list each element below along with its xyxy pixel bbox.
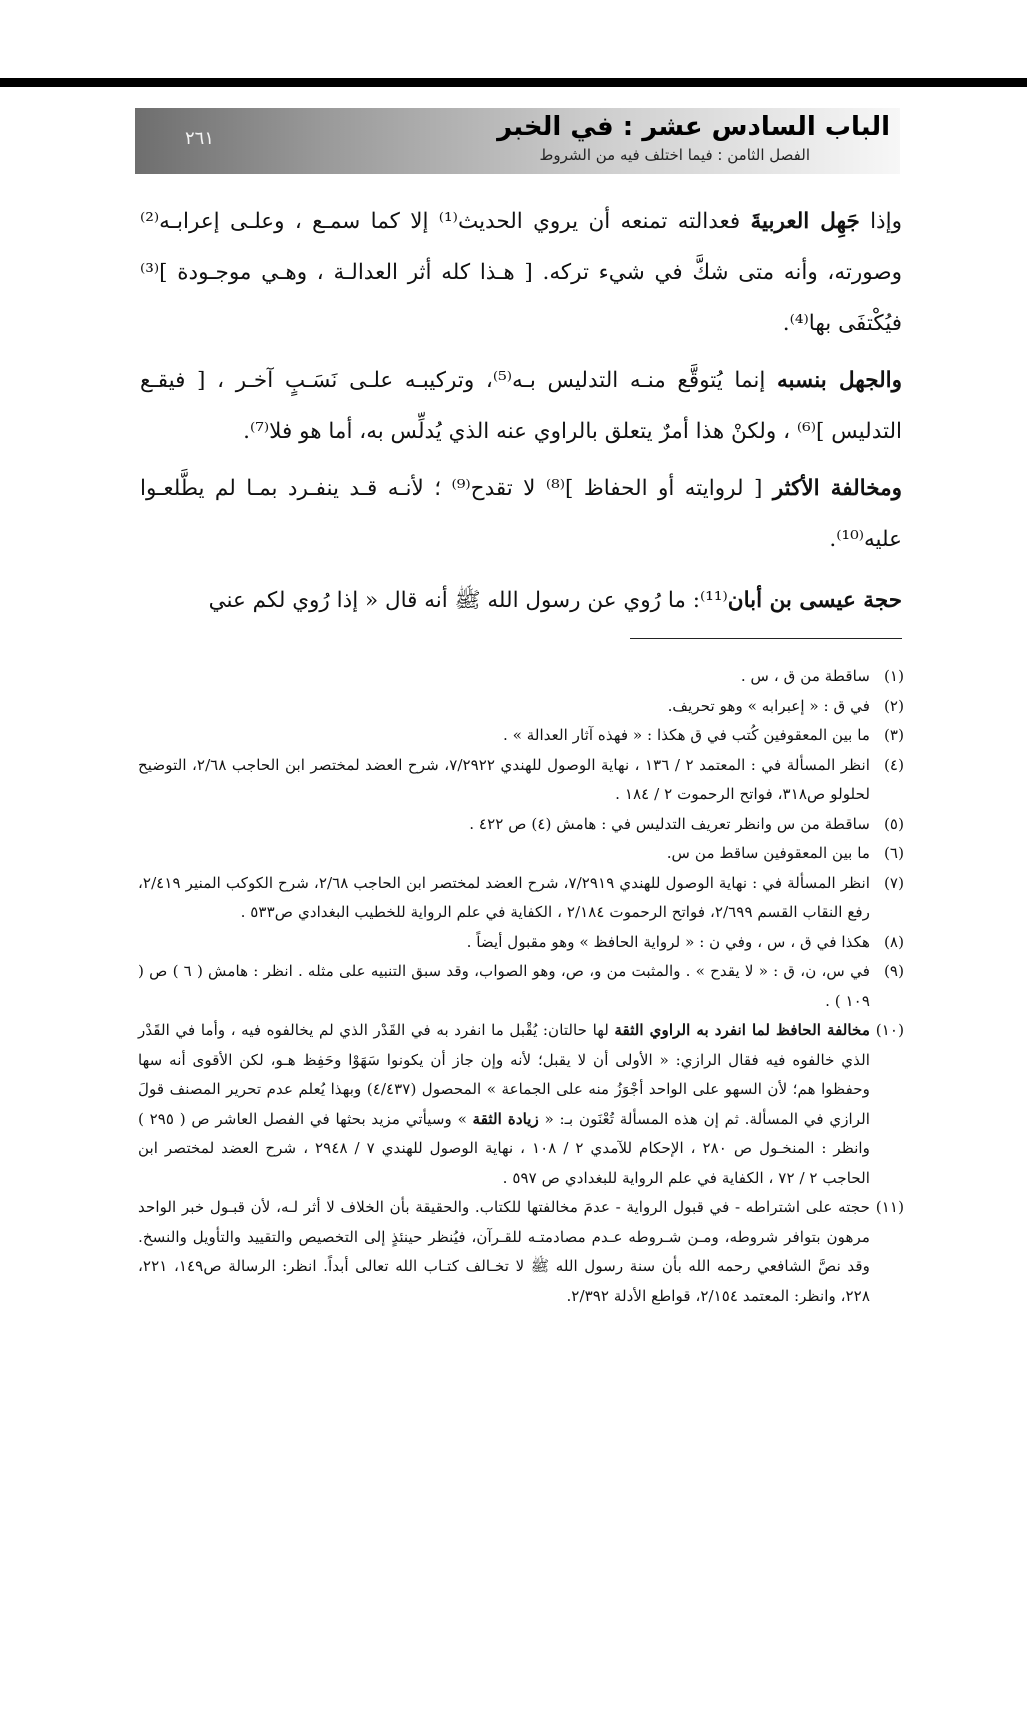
text: إنما يُتوقَّع منـه التدليس بـه⁽⁵⁾، وتركيبـه علـى نَسَـبٍ آخـر ، [ فيقـع التدليس ]⁽⁶⁾ ، ولكنْ هذا أمرٌ يتعلق بالراوي عنه الذي يُدلِّس به، أما هو فلا⁽⁷⁾. [140, 368, 902, 444]
footnote-number: (٧) [883, 873, 904, 892]
paragraph-lineage-ignorance [140, 355, 902, 457]
paragraph-arabic-ignorance [140, 196, 902, 349]
footnote [138, 662, 904, 692]
bold-term: والجهل بنسبه [777, 368, 903, 393]
footnote-number: (١٠) [875, 1021, 904, 1039]
footnote-number: (٣) [883, 726, 904, 744]
running-header [135, 108, 900, 174]
footnote [138, 721, 904, 751]
paragraph-majority-contradiction [140, 463, 902, 565]
footnote-text: » وسيأتي مزيد بحثها في الفصل العاشر ص ( ٢٩٥ ) وانظر : المنخـول ص ٢٨٠ ، الإحكام للآمدي ٢ / ١٠٨ ، نهاية الوصول للهندي ٧ / ٢٩٤٨ ، شرح العضد لمختصر ابن الحاجب ٢ / ٧٢ ، الكفاية في علم الرواية للبغدادي ص ٥٩٧ . [138, 1109, 870, 1187]
footnote [138, 810, 904, 840]
footnote-number: (٩) [883, 962, 904, 980]
footnote [138, 1016, 904, 1193]
footnotes [138, 662, 904, 1311]
footnote-bold-term: مخالفة الحافظ لما انفرد به الراوي الثقة [614, 1021, 870, 1039]
top-rule [0, 78, 1027, 87]
footnote-number: (٦) [883, 844, 904, 862]
footnote-divider [630, 638, 902, 639]
footnote-text: ساقطة من ق ، س . [740, 667, 870, 685]
footnote-bold-term: زيادة الثقة [472, 1109, 539, 1128]
footnote [138, 957, 904, 1016]
footnote-text: ساقطة من س وانظر تعريف التدليس في : هامش (٤) ص ٤٢٢ . [469, 814, 870, 833]
bold-term: ومخالفة الأكثر [772, 476, 902, 501]
text: فعدالته تمنعه أن يروي الحديث⁽¹⁾ إلا كما سمـع ، وعلـى إعرابـه⁽²⁾ وصورته، وأنه متى شكَّ في شيء تركه. [ هـذا كله أثر العدالـة ، وهـي موجـودة ]⁽³⁾ فيُكْتفَى بها⁽⁴⁾. [140, 209, 902, 336]
chapter-title: الباب السادس عشر : في الخبر [497, 112, 890, 142]
text: وإذا [859, 209, 902, 234]
footnote-text: حجته على اشتراطه - في قبول الرواية - عدمَ مخالفتها للكتاب. والحقيقة بأن الخلاف لا أثر لـه، لأن قبـول خبر الواحد مرهون بتوافر شروطه، ومـن شـروطه عـدم مصادمتـه للقـرآن، فيُنظر حينئذٍ إلى التخصيص والتقييد والتأويل والنسخ. وقد نصَّ الشافعي رحمه الله بأن سنة رسول الله ﷺ لا تخـالف كتـاب الله تعالى أبداً. انظر: الرسالة ص١٤٩، ٢٢١، ٢٢٨، وانظر: المعتمد ٢/١٥٤، قواطع الأدلة ٢/٣٩٢. [138, 1198, 870, 1305]
footnote-number: (٢) [883, 696, 904, 715]
text: [ لروايته أو الحفاظ ]⁽⁸⁾ لا تقدح⁽⁹⁾ ؛ لأنـه قـد ينفـرد بمـا لم يطَّلعـوا عليه⁽¹⁰⁾. [140, 476, 902, 552]
footnote-text: في س، ن، ق : « لا يقدح » . والمثبت من و، ص، وهو الصواب، وقد سبق التنبيه على مثله . انظر : هامش ( ٦ ) ص ( ١٠٩ ) . [138, 962, 870, 1010]
footnote-number: (١١) [875, 1198, 904, 1216]
footnote-number: (١) [883, 667, 904, 685]
footnote-number: (٨) [883, 932, 904, 951]
footnote-number: (٥) [883, 814, 904, 833]
text: ⁽¹¹⁾: ما رُوي عن رسول الله ﷺ أنه قال « إذا رُوي لكم عني [208, 588, 728, 613]
footnote [138, 928, 904, 958]
footnote-text: ما بين المعقوفين كُتب في ق هكذا : « فهذه آثار العدالة » . [502, 726, 870, 744]
footnote-text: ما بين المعقوفين ساقط من س. [666, 844, 870, 862]
paragraph-isa-argument [140, 575, 902, 626]
footnote-text: هكذا في ق ، س ، وفي ن : « لرواية الحافظ » وهو مقبول أيضاً . [466, 932, 870, 951]
footnote-text: انظر المسألة في : نهاية الوصول للهندي ٧/٢٩١٩، شرح العضد لمختصر ابن الحاجب ٢/٦٨، شرح الكوكب المنير ٢/٤١٩، رفع النقاب القسم ٢/٦٩٩، فواتح الرحموت ٢/١٨٤ ، الكفاية في علم الرواية للخطيب البغدادي ص٥٣٣ . [138, 873, 870, 921]
footnote [138, 1193, 904, 1311]
bold-term: حجة عيسى بن أبان [727, 588, 902, 613]
footnote-text: لها حالتان: يُقْبل ما انفرد به في القَدْر الذي لم يخالفوه فيه ، وأما في القَدْر الذي خالفوه فيه فقال الرازي: « الأولى أن لا يقبل؛ لأنه وإن جاز أن يكونوا سَهَوْا وحَفِظ هـو، لكن الأقوى أنه سها وحفظوا هم؛ لأن السهو على الواحد أجْوَزُ منه على الجماعة » المحصول (٤/٤٣٧) وبهذا يُعلم عدم تحرير المصنف قولَ الرازي في المسألة. ثم إن هذه المسألة تُعْنَون بـ: « [138, 1021, 870, 1128]
footnote-number: (٤) [883, 755, 904, 774]
footnote [138, 692, 904, 722]
page-number: ٢٦١ [185, 128, 215, 149]
section-title: الفصل الثامن : فيما اختلف فيه من الشروط [539, 146, 810, 164]
main-text [140, 196, 902, 632]
footnote-text: في ق : « إعبرابه » وهو تحريف. [667, 696, 870, 715]
footnote [138, 869, 904, 928]
footnote-text: انظر المسألة في : المعتمد ٢ / ١٣٦ ، نهاية الوصول للهندي ٧/٢٩٢٢، شرح العضد لمختصر ابن الحاجب ٢/٦٨، التوضيح لحلولو ص٣١٨، فواتح الرحموت ٢ / ١٨٤ . [138, 755, 871, 803]
footnote [138, 751, 904, 810]
footnote [138, 839, 904, 869]
bold-term: جَهِل العربيةَ [750, 209, 860, 234]
